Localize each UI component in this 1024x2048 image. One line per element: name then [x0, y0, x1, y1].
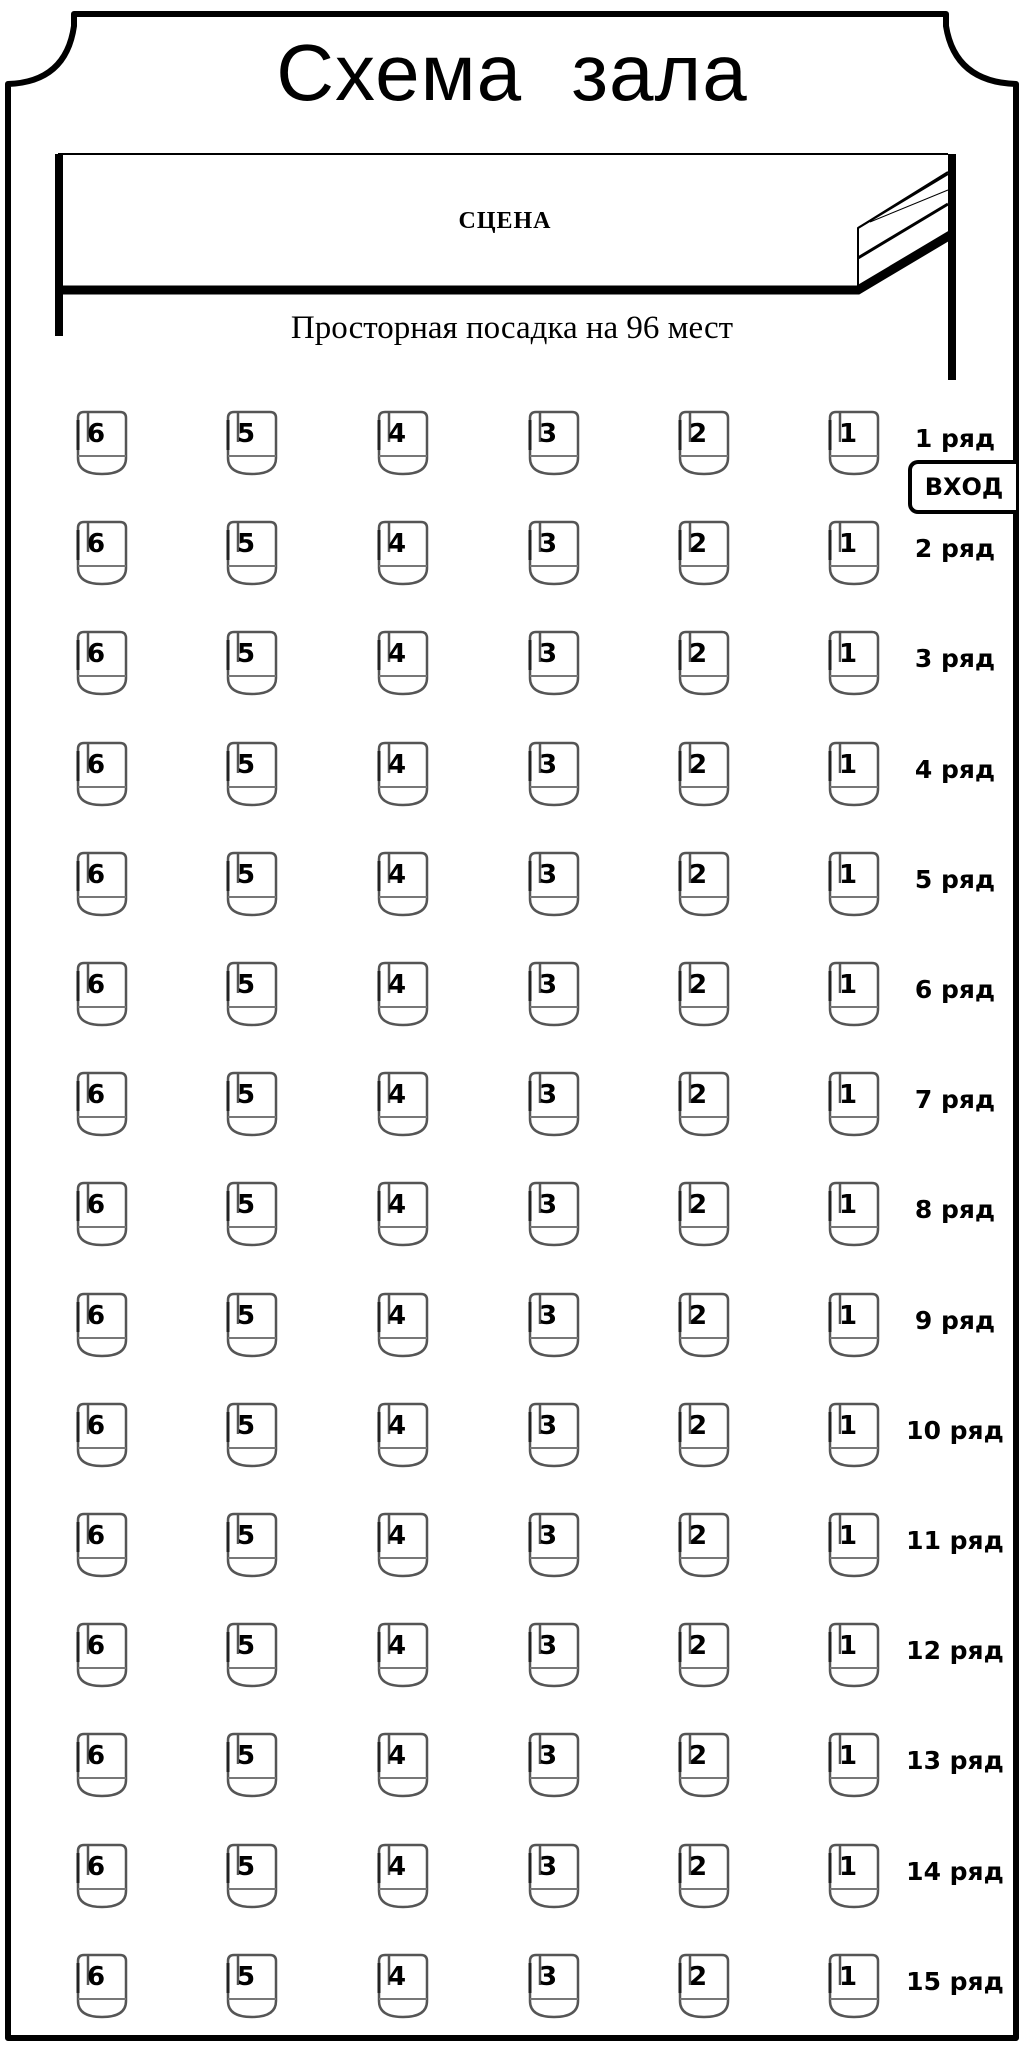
- seat: [375, 741, 431, 809]
- seat: [224, 851, 280, 919]
- seat-number: 1: [838, 529, 858, 560]
- seat: [224, 1181, 280, 1249]
- seat-number: 2: [688, 859, 708, 890]
- seat: [676, 1953, 732, 2021]
- seat: [224, 961, 280, 1029]
- seat: [676, 630, 732, 698]
- seat-number: 2: [688, 1080, 708, 1111]
- seat: [676, 1512, 732, 1580]
- seat: [224, 1953, 280, 2021]
- seat-number: 5: [236, 1851, 256, 1882]
- seat-number: 3: [538, 749, 558, 780]
- seat-number: 1: [838, 1080, 858, 1111]
- seat-number: 4: [387, 1080, 407, 1111]
- seat: [224, 1843, 280, 1911]
- seat-number: 2: [688, 1190, 708, 1221]
- seat: [526, 1512, 582, 1580]
- seat: [526, 1181, 582, 1249]
- seat: [375, 520, 431, 588]
- stage-front-edge: [59, 234, 952, 290]
- seat: [224, 1622, 280, 1690]
- seat: [826, 1622, 882, 1690]
- seat: [526, 1292, 582, 1360]
- seat-number: 6: [86, 529, 106, 560]
- seat-number: 6: [86, 1300, 106, 1331]
- seat: [74, 741, 130, 809]
- seat: [676, 1071, 732, 1139]
- seat-number: 3: [538, 1631, 558, 1662]
- seat-number: 1: [838, 1190, 858, 1221]
- seat-number: 5: [236, 419, 256, 449]
- seat-number: 4: [387, 970, 407, 1000]
- seat: [676, 410, 732, 478]
- seat: [74, 1181, 130, 1249]
- seat-number: 2: [688, 1851, 708, 1882]
- row-label: 11 ряд: [906, 1526, 1004, 1555]
- seat-number: 2: [688, 639, 708, 670]
- seat: [224, 1071, 280, 1139]
- seat: [676, 851, 732, 919]
- seat-number: 5: [236, 529, 256, 560]
- seating-subtitle: Просторная посадка на 96 мест: [290, 310, 734, 346]
- seat-number: 4: [387, 1190, 407, 1221]
- seat: [74, 1071, 130, 1139]
- seat: [375, 1512, 431, 1580]
- seat-number: 2: [688, 1631, 708, 1662]
- seat-number: 6: [86, 1741, 106, 1772]
- seat-number: 2: [688, 529, 708, 560]
- seat-number: 2: [688, 1741, 708, 1772]
- seat-number: 5: [236, 1410, 256, 1441]
- row-label: 14 ряд: [906, 1856, 1004, 1886]
- seat-number: 2: [688, 970, 708, 1000]
- seat: [526, 741, 582, 809]
- seat-number: 6: [86, 419, 106, 449]
- seat-number: 5: [236, 1190, 256, 1221]
- seat: [375, 1071, 431, 1139]
- seat: [74, 1622, 130, 1690]
- seat-number: 4: [387, 1851, 407, 1882]
- seat: [526, 961, 582, 1029]
- seat-number: 3: [538, 1741, 558, 1772]
- seat: [375, 1292, 431, 1360]
- seat: [375, 1732, 431, 1800]
- seat: [826, 1071, 882, 1139]
- row-label: 12 ряд: [906, 1636, 1004, 1666]
- seat-number: 3: [538, 1851, 558, 1882]
- seat-number: 1: [838, 639, 858, 670]
- seat-number: 5: [236, 1300, 256, 1331]
- seat: [826, 520, 882, 588]
- seat: [526, 851, 582, 919]
- seat-number: 3: [538, 1190, 558, 1221]
- seat: [224, 1512, 280, 1580]
- seat: [826, 1292, 882, 1360]
- seat-number: 2: [688, 1961, 708, 1992]
- seat-number: 6: [86, 639, 106, 670]
- seat-number: 5: [236, 749, 256, 780]
- seat-number: 1: [838, 1631, 858, 1662]
- stage-steps: [858, 172, 948, 286]
- seat: [826, 1512, 882, 1580]
- seat: [676, 1292, 732, 1360]
- seat: [375, 410, 431, 478]
- row-label: 4 ряд: [914, 754, 996, 784]
- seat-number: 4: [387, 1961, 407, 1992]
- seat: [74, 1292, 130, 1360]
- seat: [826, 1953, 882, 2021]
- seat: [74, 1732, 130, 1800]
- seat: [676, 741, 732, 809]
- seat-number: 6: [86, 1190, 106, 1221]
- seat: [676, 1181, 732, 1249]
- row-label: 10 ряд: [906, 1415, 1004, 1445]
- seat: [676, 1732, 732, 1800]
- seat-number: 1: [838, 749, 858, 780]
- seat-number: 3: [538, 639, 558, 670]
- seat: [526, 1402, 582, 1470]
- seat: [224, 520, 280, 588]
- seat-number: 3: [538, 1961, 558, 1992]
- seat: [676, 520, 732, 588]
- seat: [74, 630, 130, 698]
- seat: [74, 1402, 130, 1470]
- seat: [74, 410, 130, 478]
- seat: [375, 1181, 431, 1249]
- seat-number: 5: [236, 859, 256, 890]
- entrance-label: ВХОД: [908, 460, 1016, 514]
- row-label: 8 ряд: [914, 1195, 996, 1225]
- seat-number: 5: [236, 639, 256, 670]
- seat: [375, 1843, 431, 1911]
- seat-number: 2: [688, 1300, 708, 1331]
- seat: [826, 741, 882, 809]
- seat-number: 1: [838, 859, 858, 890]
- seat-number: 6: [86, 859, 106, 890]
- seat-number: 2: [688, 1521, 708, 1551]
- seat-number: 3: [538, 970, 558, 1000]
- seat-number: 3: [538, 1410, 558, 1441]
- seat-number: 4: [387, 1741, 407, 1772]
- seat: [826, 630, 882, 698]
- seat: [74, 851, 130, 919]
- row-label: 7 ряд: [914, 1085, 996, 1115]
- seat: [375, 1622, 431, 1690]
- seat: [826, 1402, 882, 1470]
- seat-number: 3: [538, 529, 558, 560]
- seat-number: 1: [838, 1961, 858, 1992]
- seat: [375, 1953, 431, 2021]
- seat-number: 6: [86, 749, 106, 780]
- seat-number: 6: [86, 970, 106, 1000]
- seat-number: 6: [86, 1521, 106, 1551]
- seat-number: 3: [538, 1080, 558, 1111]
- row-label: 9 ряд: [914, 1305, 996, 1335]
- seat: [526, 1843, 582, 1911]
- seat: [224, 1402, 280, 1470]
- seat-number: 4: [387, 1410, 407, 1441]
- seat-number: 3: [538, 419, 558, 449]
- seat-number: 1: [838, 1410, 858, 1441]
- row-label: 1 ряд: [914, 424, 996, 453]
- row-label: 13 ряд: [906, 1746, 1004, 1776]
- seat-number: 2: [688, 419, 708, 449]
- row-label: 2 ряд: [914, 534, 996, 564]
- row-label: 5 ряд: [914, 864, 996, 894]
- seat: [224, 1292, 280, 1360]
- seat: [826, 851, 882, 919]
- seat: [526, 520, 582, 588]
- seat: [526, 1622, 582, 1690]
- seat: [526, 410, 582, 478]
- seat-number: 4: [387, 1300, 407, 1331]
- seat: [826, 1181, 882, 1249]
- seat-number: 4: [387, 1521, 407, 1551]
- seat-number: 1: [838, 1300, 858, 1331]
- seat-number: 1: [838, 1741, 858, 1772]
- seat: [526, 1071, 582, 1139]
- seat-number: 5: [236, 1521, 256, 1551]
- seat: [224, 410, 280, 478]
- seat: [676, 1402, 732, 1470]
- seat: [676, 1622, 732, 1690]
- seat: [826, 1732, 882, 1800]
- seat: [74, 520, 130, 588]
- seat: [676, 961, 732, 1029]
- seat-number: 5: [236, 1631, 256, 1662]
- seat-number: 5: [236, 970, 256, 1000]
- seat-number: 1: [838, 1851, 858, 1882]
- seat-number: 5: [236, 1080, 256, 1111]
- row-label: 15 ряд: [906, 1966, 1004, 1996]
- seat-number: 4: [387, 639, 407, 670]
- seat-number: 4: [387, 419, 407, 449]
- seat: [224, 741, 280, 809]
- seat: [375, 630, 431, 698]
- seat: [74, 1953, 130, 2021]
- seat: [375, 1402, 431, 1470]
- seat-number: 5: [236, 1741, 256, 1772]
- seat-number: 6: [86, 1851, 106, 1882]
- seat-number: 4: [387, 1631, 407, 1662]
- seat-number: 1: [838, 419, 858, 449]
- seat: [74, 1843, 130, 1911]
- seat-number: 4: [387, 859, 407, 890]
- seat-number: 6: [86, 1631, 106, 1662]
- seat-number: 3: [538, 1300, 558, 1331]
- seat: [224, 1732, 280, 1800]
- seat-number: 1: [838, 1521, 858, 1551]
- seat: [375, 851, 431, 919]
- seat-number: 4: [387, 749, 407, 780]
- seat-number: 6: [86, 1410, 106, 1441]
- seat-number: 2: [688, 749, 708, 780]
- seat: [375, 961, 431, 1029]
- seat: [676, 1843, 732, 1911]
- seat-number: 2: [688, 1410, 708, 1441]
- seat: [826, 410, 882, 478]
- row-label: 3 ряд: [914, 644, 996, 674]
- seat-number: 5: [236, 1961, 256, 1992]
- page-title: Схема зала: [276, 28, 748, 117]
- seat: [526, 630, 582, 698]
- seat-number: 6: [86, 1080, 106, 1111]
- seat: [224, 630, 280, 698]
- seat: [74, 961, 130, 1029]
- seat-number: 1: [838, 970, 858, 1000]
- seat-number: 6: [86, 1961, 106, 1992]
- row-label: 6 ряд: [914, 975, 996, 1004]
- seat: [74, 1512, 130, 1580]
- seat-number: 3: [538, 859, 558, 890]
- seat-number: 4: [387, 529, 407, 560]
- stage-label: СЦЕНА: [458, 208, 552, 234]
- seat: [526, 1732, 582, 1800]
- seat: [526, 1953, 582, 2021]
- seat-number: 3: [538, 1521, 558, 1551]
- seat: [826, 961, 882, 1029]
- seat: [826, 1843, 882, 1911]
